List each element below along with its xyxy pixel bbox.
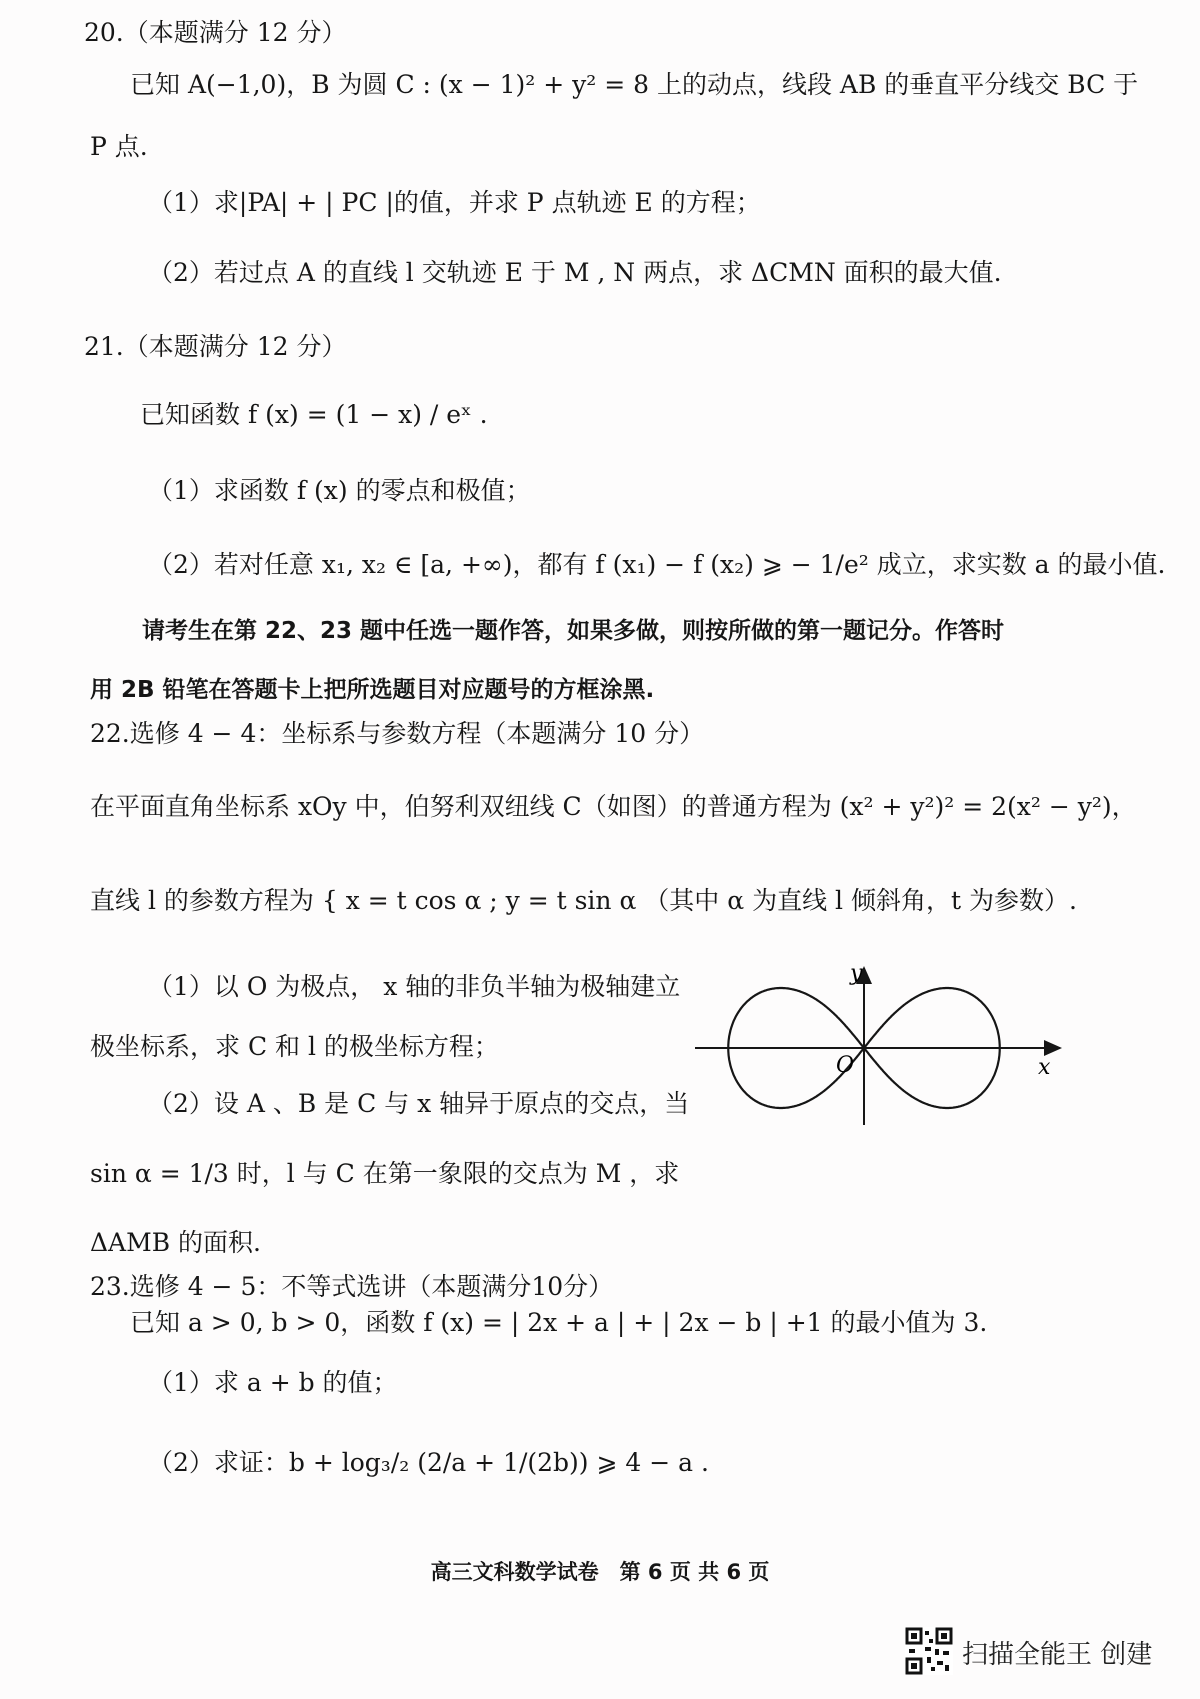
q22-stem-line2: 直线 l 的参数方程为 { x = t cos α ; y = t sin α （其中 α 为直线 l 倾斜角，t 为参数）. — [90, 886, 1077, 915]
scanner-watermark: 扫描全能王 创建 — [962, 1640, 1153, 1670]
q20-stem-line2: P 点. — [90, 132, 148, 161]
q20-header: 20.（本题满分 12 分） — [84, 18, 347, 47]
instruction-line1: 请考生在第 22、23 题中任选一题作答，如果多做，则按所做的第一题记分。作答时 — [142, 618, 1005, 644]
q23-header: 23.选修 4 − 5：不等式选讲（本题满分10分） — [90, 1272, 614, 1301]
q20-stem-line1: 已知 A(−1,0)，B 为圆 C : (x − 1)² + y² = 8 上的动点，线段 AB 的垂直平分线交 BC 于 — [130, 70, 1139, 99]
q23-part1: （1）求 a + b 的值； — [148, 1368, 398, 1397]
instruction-line2: 用 2B 铅笔在答题卡上把所选题目对应题号的方框涂黑. — [90, 677, 655, 703]
q22-stem-line1: 在平面直角坐标系 xOy 中，伯努利双纽线 C（如图）的普通方程为 (x² + y²)² = 2(x² − y²)， — [90, 792, 1137, 821]
origin-label: O — [836, 1053, 855, 1078]
q21-stem: 已知函数 f (x) = (1 − x) / eˣ . — [140, 400, 488, 429]
q23-stem: 已知 a > 0, b > 0，函数 f (x) = | 2x + a | + | 2x − b | +1 的最小值为 3. — [130, 1308, 988, 1337]
q22-part2-line1: （2）设 A 、B 是 C 与 x 轴异于原点的交点，当 — [148, 1089, 690, 1118]
q21-part1: （1）求函数 f (x) 的零点和极值； — [148, 476, 531, 505]
x-axis-label: x — [1038, 1055, 1051, 1080]
q22-part1-line1: （1）以 O 为极点， x 轴的非负半轴为极轴建立 — [148, 972, 681, 1001]
y-axis-label: y — [850, 961, 863, 986]
q22-part2-line3: ΔAMB 的面积. — [90, 1228, 261, 1257]
q20-part2: （2）若过点 A 的直线 l 交轨迹 E 于 M , N 两点，求 ΔCMN 面积的最大值. — [148, 258, 1002, 287]
q21-header: 21.（本题满分 12 分） — [84, 332, 347, 361]
lemniscate-figure — [690, 960, 1080, 1130]
q22-part1-line2: 极坐标系，求 C 和 l 的极坐标方程； — [90, 1032, 499, 1061]
q23-part2: （2）求证：b + log₃/₂ (2/a + 1/(2b)) ⩾ 4 − a . — [148, 1448, 709, 1477]
q20-part1: （1）求|PA| + | PC |的值，并求 P 点轨迹 E 的方程； — [148, 188, 761, 217]
q22-header: 22.选修 4 − 4：坐标系与参数方程（本题满分 10 分） — [90, 719, 705, 748]
qr-code-icon — [905, 1627, 953, 1675]
q22-part2-line2: sin α = 1/3 时，l 与 C 在第一象限的交点为 M ，求 — [90, 1159, 680, 1188]
q21-part2: （2）若对任意 x₁, x₂ ∈ [a, +∞)，都有 f (x₁) − f (x₂) ⩾ − 1/e² 成立，求实数 a 的最小值. — [148, 550, 1166, 579]
page-footer: 高三文科数学试卷 第 6 页 共 6 页 — [430, 1560, 770, 1584]
